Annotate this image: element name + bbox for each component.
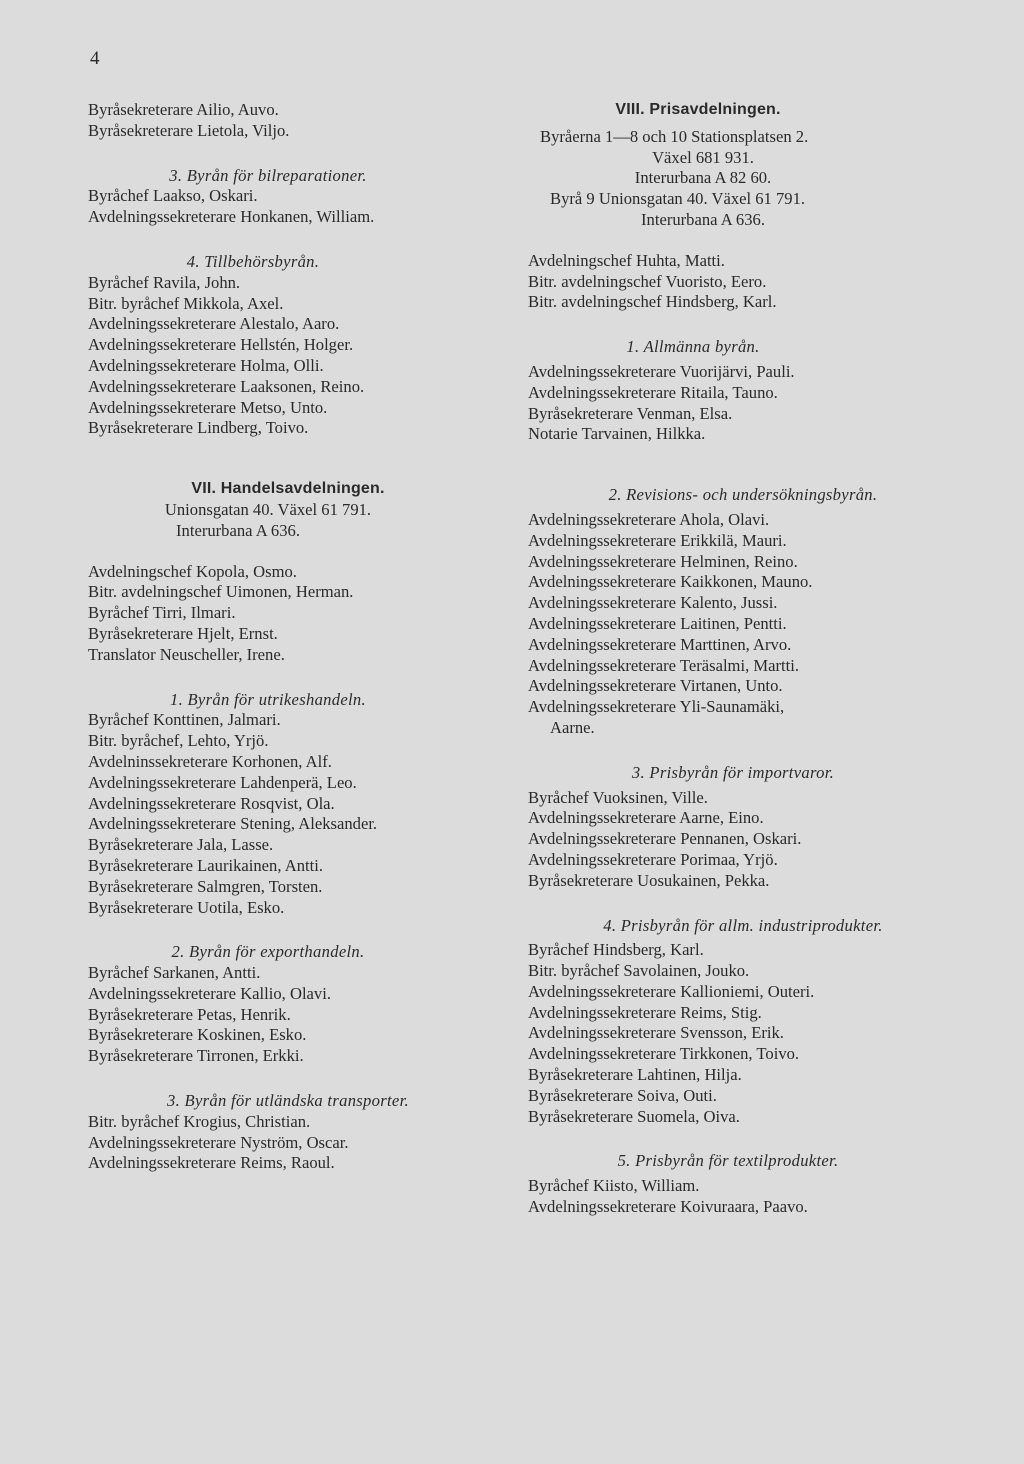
staff-line: Avdelningssekreterare Rosqvist, Ola. bbox=[88, 793, 335, 813]
staff-line: Byråsekreterare Lahtinen, Hilja. bbox=[528, 1065, 742, 1085]
address-line: Byråerna 1—8 och 10 Stationsplatsen 2. bbox=[540, 126, 809, 146]
section-title: 4. Tillbehörsbyrån. bbox=[186, 251, 320, 271]
staff-line: Bitr. avdelningschef Vuoristo, Eero. bbox=[528, 271, 767, 291]
staff-line: Byråsekreterare Salmgren, Torsten. bbox=[88, 876, 323, 896]
address-line: Byrå 9 Unionsgatan 40. Växel 61 791. bbox=[550, 189, 806, 209]
staff-line: Byråsekreterare Uotila, Esko. bbox=[88, 897, 285, 917]
address-line: Unionsgatan 40. Växel 61 791. bbox=[164, 499, 372, 519]
staff-line: Avdelningssekreterare Kallio, Olavi. bbox=[88, 983, 331, 1003]
staff-line: Avdelningssekreterare Virtanen, Unto. bbox=[528, 676, 783, 696]
address-line: Interurbana A 82 60. bbox=[634, 168, 772, 188]
staff-line: Avdelningssekreterare Nyström, Oscar. bbox=[88, 1132, 349, 1152]
staff-line: Bitr. byråchef, Lehto, Yrjö. bbox=[88, 731, 269, 751]
staff-line: Avdelningssekreterare Marttinen, Arvo. bbox=[528, 634, 792, 654]
staff-line: Byråsekreterare Uosukainen, Pekka. bbox=[528, 870, 770, 890]
staff-line: Avdelninssekreterare Korhonen, Alf. bbox=[88, 751, 332, 771]
section-title: 4. Prisbyrån för allm. industriprodukter. bbox=[603, 915, 883, 935]
address-line: Interurbana A 636. bbox=[176, 520, 300, 540]
staff-line: Byråsekreterare Hjelt, Ernst. bbox=[88, 623, 278, 643]
staff-list bbox=[88, 963, 528, 1067]
staff-list bbox=[88, 1112, 528, 1174]
staff-line: Avdelningssekreterare Ritaila, Tauno. bbox=[528, 382, 778, 402]
staff-line: Avdelningssekreterare Lahdenperä, Leo. bbox=[88, 772, 357, 792]
staff-line: Notarie Tarvainen, Hilkka. bbox=[528, 424, 706, 444]
staff-line: Byråchef Kiisto, William. bbox=[528, 1176, 700, 1196]
staff-line: Avdelningssekreterare Reims, Stig. bbox=[528, 1002, 762, 1022]
staff-line: Avdelningssekreterare Yli-Saunamäki, bbox=[528, 697, 785, 717]
staff-line: Avdelningssekreterare Kalento, Jussi. bbox=[528, 593, 778, 613]
staff-line: Byråsekreterare Soiva, Outi. bbox=[528, 1085, 717, 1105]
staff-list bbox=[528, 510, 958, 718]
staff-line: Byråsekreterare Laurikainen, Antti. bbox=[88, 855, 323, 875]
staff-list bbox=[528, 1176, 958, 1218]
staff-line: Translator Neuscheller, Irene. bbox=[88, 644, 285, 664]
staff-list bbox=[528, 251, 958, 313]
staff-line: Avdelningssekreterare Erikkilä, Mauri. bbox=[528, 530, 787, 550]
department-title: VIII. Prisavdelningen. bbox=[615, 101, 781, 118]
staff-line: Byråsekreterare Koskinen, Esko. bbox=[88, 1025, 307, 1045]
staff-line: Avdelningssekreterare Reims, Raoul. bbox=[88, 1153, 335, 1173]
section-title: 2. Byrån för exporthandeln. bbox=[171, 942, 365, 962]
staff-line: Avdelningssekreterare Stening, Aleksander. bbox=[88, 814, 378, 834]
staff-line: Bitr. byråchef Krogius, Christian. bbox=[88, 1111, 311, 1131]
staff-line: Avdelningssekreterare Vuorijärvi, Pauli. bbox=[528, 361, 795, 381]
section-title: 2. Revisions- och undersökningsbyrån. bbox=[608, 485, 878, 505]
staff-line: Byråsekreterare Tirronen, Erkki. bbox=[88, 1046, 304, 1066]
staff-line: Avdelningssekreterare Tirkkonen, Toivo. bbox=[528, 1044, 800, 1064]
staff-line: Avdelningssekreterare Ahola, Olavi. bbox=[528, 509, 770, 529]
staff-line: Avdelningssekreterare Teräsalmi, Martti. bbox=[528, 655, 800, 675]
staff-line-continuation: Aarne. bbox=[550, 717, 595, 737]
section-title: 3. Prisbyrån för importvaror. bbox=[631, 762, 835, 782]
right-column bbox=[528, 100, 958, 1218]
staff-line: Bitr. byråchef Mikkola, Axel. bbox=[88, 293, 284, 313]
staff-line: Avdelningschef Huhta, Matti. bbox=[528, 250, 725, 270]
staff-list bbox=[528, 788, 958, 892]
section-title: 1. Byrån för utrikeshandeln. bbox=[170, 689, 366, 709]
staff-line: Avdelningssekreterare Porimaa, Yrjö. bbox=[528, 849, 778, 869]
staff-line: Byråsekreterare Lietola, Viljo. bbox=[88, 120, 290, 140]
staff-line: Avdelningssekreterare Pennanen, Oskari. bbox=[528, 829, 802, 849]
section-title: 5. Prisbyrån för textilprodukter. bbox=[617, 1151, 839, 1171]
staff-line: Avdelningssekreterare Kallioniemi, Outeri. bbox=[528, 981, 815, 1001]
staff-line: Byråsekreterare Venman, Elsa. bbox=[528, 403, 733, 423]
staff-line: Byråchef Ravila, John. bbox=[88, 272, 241, 292]
staff-line: Bitr. byråchef Savolainen, Jouko. bbox=[528, 961, 750, 981]
staff-line: Avdelningssekreterare Svensson, Erik. bbox=[528, 1023, 784, 1043]
address-line: Växel 681 931. bbox=[652, 147, 754, 167]
staff-line: Avdelningssekreterare Alestalo, Aaro. bbox=[88, 314, 340, 334]
staff-line: Avdelningssekreterare Aarne, Eino. bbox=[528, 808, 764, 828]
staff-line: Avdelningssekreterare Holma, Olli. bbox=[88, 355, 324, 375]
staff-list bbox=[88, 186, 528, 228]
section-title: 3. Byrån för utländska transporter. bbox=[167, 1091, 409, 1111]
staff-line: Byråsekreterare Ailio, Auvo. bbox=[88, 100, 279, 119]
section-title: 1. Allmänna byrån. bbox=[626, 337, 760, 357]
staff-line: Byråsekreterare Suomela, Oiva. bbox=[528, 1106, 740, 1126]
staff-line: Bitr. avdelningschef Uimonen, Herman. bbox=[88, 582, 354, 602]
staff-list bbox=[88, 562, 528, 666]
staff-line: Byråchef Sarkanen, Antti. bbox=[88, 963, 261, 983]
left-column bbox=[88, 100, 528, 1174]
staff-line: Avdelningssekreterare Helminen, Reino. bbox=[528, 551, 798, 571]
staff-line: Avdelningssekreterare Honkanen, William. bbox=[88, 207, 375, 227]
staff-line: Bitr. avdelningschef Hindsberg, Karl. bbox=[528, 292, 777, 312]
staff-line: Byråchef Vuoksinen, Ville. bbox=[528, 787, 708, 807]
staff-line: Avdelningschef Kopola, Osmo. bbox=[88, 561, 297, 581]
page-number: 4 bbox=[90, 48, 100, 69]
staff-line: Byråsekreterare Petas, Henrik. bbox=[88, 1004, 291, 1024]
department-title: VII. Handelsavdelningen. bbox=[191, 480, 385, 498]
staff-line: Avdelningssekreterare Hellstén, Holger. bbox=[88, 335, 354, 355]
staff-list bbox=[88, 100, 528, 142]
staff-line: Byråchef Laakso, Oskari. bbox=[88, 186, 258, 206]
staff-list bbox=[528, 362, 958, 445]
staff-list bbox=[88, 273, 528, 439]
staff-list bbox=[528, 940, 958, 1127]
staff-list bbox=[88, 710, 528, 918]
staff-line: Avdelningssekreterare Koivuraara, Paavo. bbox=[528, 1197, 808, 1217]
address-line: Interurbana A 636. bbox=[641, 209, 765, 229]
staff-line: Avdelningssekreterare Laaksonen, Reino. bbox=[88, 376, 365, 396]
staff-line: Byråchef Tirri, Ilmari. bbox=[88, 603, 236, 623]
staff-line: Byråsekreterare Lindberg, Toivo. bbox=[88, 418, 309, 438]
staff-line: Avdelningssekreterare Metso, Unto. bbox=[88, 397, 328, 417]
section-title: 3. Byrån för bilreparationer. bbox=[169, 165, 367, 185]
staff-line: Byråchef Konttinen, Jalmari. bbox=[88, 710, 281, 730]
staff-line: Avdelningssekreterare Kaikkonen, Mauno. bbox=[528, 572, 813, 592]
staff-line: Avdelningssekreterare Laitinen, Pentti. bbox=[528, 613, 787, 633]
staff-line: Byråchef Hindsberg, Karl. bbox=[528, 940, 704, 960]
staff-line: Byråsekreterare Jala, Lasse. bbox=[88, 835, 274, 855]
